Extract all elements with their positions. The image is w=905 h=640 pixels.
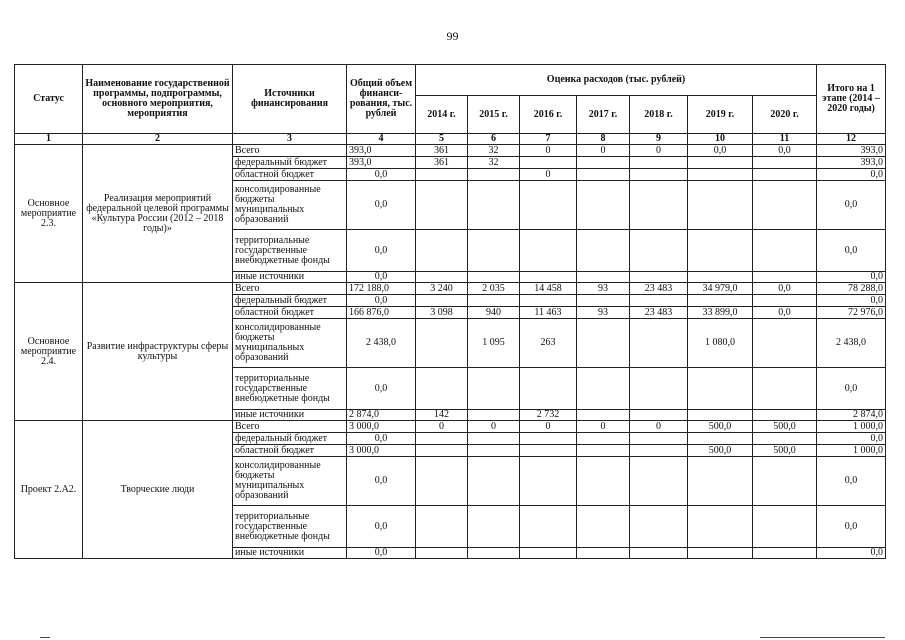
- year-value-cell: [753, 295, 817, 307]
- total-volume-cell: 166 876,0: [347, 307, 416, 319]
- year-value-cell: [468, 410, 520, 421]
- year-value-cell: [753, 157, 817, 169]
- header-name: Наименование государственной программы, подпрограммы, основного мероприятия, мероприятия: [83, 65, 233, 134]
- year-value-cell: [577, 548, 630, 559]
- year-value-cell: 0: [520, 145, 577, 157]
- column-number: 8: [577, 134, 630, 145]
- year-value-cell: 32: [468, 145, 520, 157]
- year-value-cell: [577, 295, 630, 307]
- column-number: 11: [753, 134, 817, 145]
- source-cell: федеральный бюджет: [233, 157, 347, 169]
- year-value-cell: [630, 433, 688, 445]
- year-value-cell: [688, 157, 753, 169]
- year-value-cell: [753, 272, 817, 283]
- year-value-cell: [520, 457, 577, 506]
- year-value-cell: [468, 181, 520, 230]
- year-value-cell: [630, 319, 688, 368]
- stage-total-cell: 0,0: [817, 548, 886, 559]
- year-value-cell: [688, 169, 753, 181]
- year-value-cell: [688, 272, 753, 283]
- year-value-cell: [688, 506, 753, 548]
- source-cell: территориальные государственные внебюджетные фонды: [233, 368, 347, 410]
- year-value-cell: [688, 181, 753, 230]
- year-value-cell: 14 458: [520, 283, 577, 295]
- year-value-cell: 0,0: [688, 145, 753, 157]
- year-value-cell: 0,0: [753, 145, 817, 157]
- year-value-cell: 1 095: [468, 319, 520, 368]
- year-value-cell: 263: [520, 319, 577, 368]
- year-value-cell: [630, 272, 688, 283]
- year-value-cell: [753, 181, 817, 230]
- year-value-cell: 0: [416, 421, 468, 433]
- header-year: 2017 г.: [577, 96, 630, 134]
- total-volume-cell: 0,0: [347, 506, 416, 548]
- year-value-cell: [520, 157, 577, 169]
- year-value-cell: [577, 230, 630, 272]
- year-value-cell: [416, 169, 468, 181]
- year-value-cell: [416, 457, 468, 506]
- source-cell: областной бюджет: [233, 445, 347, 457]
- year-value-cell: [468, 230, 520, 272]
- header-sources: Источники финансирования: [233, 65, 347, 134]
- year-value-cell: 3 240: [416, 283, 468, 295]
- stage-total-cell: 0,0: [817, 169, 886, 181]
- source-cell: консолидированные бюджеты муниципальных образований: [233, 181, 347, 230]
- year-value-cell: [468, 457, 520, 506]
- column-number: 5: [416, 134, 468, 145]
- year-value-cell: [416, 319, 468, 368]
- header-year: 2018 г.: [630, 96, 688, 134]
- total-volume-cell: 0,0: [347, 181, 416, 230]
- year-value-cell: [577, 457, 630, 506]
- year-value-cell: [520, 230, 577, 272]
- year-value-cell: [520, 548, 577, 559]
- year-value-cell: 142: [416, 410, 468, 421]
- year-value-cell: [416, 548, 468, 559]
- year-value-cell: 0: [577, 421, 630, 433]
- year-value-cell: 3 098: [416, 307, 468, 319]
- total-volume-cell: 0,0: [347, 548, 416, 559]
- source-cell: Всего: [233, 283, 347, 295]
- year-value-cell: [630, 410, 688, 421]
- table-row: [15, 145, 886, 157]
- measure-name-cell: Творческие люди: [83, 421, 233, 559]
- stage-total-cell: 1 000,0: [817, 421, 886, 433]
- year-value-cell: [753, 319, 817, 368]
- year-value-cell: [577, 272, 630, 283]
- year-value-cell: 500,0: [753, 421, 817, 433]
- year-value-cell: [416, 433, 468, 445]
- column-number-row: [15, 134, 886, 145]
- stage-total-cell: 0,0: [817, 230, 886, 272]
- year-value-cell: 500,0: [753, 445, 817, 457]
- year-value-cell: [520, 506, 577, 548]
- year-value-cell: [468, 295, 520, 307]
- total-volume-cell: 3 000,0: [347, 421, 416, 433]
- table-row: [15, 283, 886, 295]
- year-value-cell: [520, 445, 577, 457]
- year-value-cell: [753, 410, 817, 421]
- source-cell: федеральный бюджет: [233, 295, 347, 307]
- year-value-cell: [468, 169, 520, 181]
- column-number: 9: [630, 134, 688, 145]
- year-value-cell: [688, 410, 753, 421]
- page-edge-mark: [40, 637, 50, 638]
- year-value-cell: 0,0: [753, 283, 817, 295]
- year-value-cell: 23 483: [630, 283, 688, 295]
- stage-total-cell: 393,0: [817, 145, 886, 157]
- year-value-cell: [753, 433, 817, 445]
- year-value-cell: [630, 181, 688, 230]
- year-value-cell: [416, 181, 468, 230]
- year-value-cell: [520, 181, 577, 230]
- year-value-cell: [753, 457, 817, 506]
- year-value-cell: [688, 548, 753, 559]
- column-number: 4: [347, 134, 416, 145]
- year-value-cell: [577, 368, 630, 410]
- source-cell: территориальные государственные внебюджетные фонды: [233, 506, 347, 548]
- year-value-cell: 500,0: [688, 421, 753, 433]
- header-year: 2016 г.: [520, 96, 577, 134]
- year-value-cell: [468, 433, 520, 445]
- year-value-cell: [577, 445, 630, 457]
- year-value-cell: 34 979,0: [688, 283, 753, 295]
- year-value-cell: [630, 548, 688, 559]
- year-value-cell: [577, 157, 630, 169]
- year-value-cell: [577, 433, 630, 445]
- total-volume-cell: 0,0: [347, 368, 416, 410]
- year-value-cell: [468, 368, 520, 410]
- year-value-cell: [630, 506, 688, 548]
- stage-total-cell: 0,0: [817, 506, 886, 548]
- header-year: 2020 г.: [753, 96, 817, 134]
- year-value-cell: [753, 548, 817, 559]
- year-value-cell: [753, 368, 817, 410]
- source-cell: иные источники: [233, 272, 347, 283]
- year-value-cell: 0: [468, 421, 520, 433]
- stage-total-cell: 78 288,0: [817, 283, 886, 295]
- year-value-cell: [688, 230, 753, 272]
- year-value-cell: [468, 445, 520, 457]
- table-row: [15, 421, 886, 433]
- year-value-cell: [468, 506, 520, 548]
- stage-total-cell: 0,0: [817, 433, 886, 445]
- year-value-cell: [630, 157, 688, 169]
- year-value-cell: [753, 230, 817, 272]
- total-volume-cell: 393,0: [347, 157, 416, 169]
- page-edge-mark: [760, 637, 885, 638]
- column-number: 2: [83, 134, 233, 145]
- stage-total-cell: 0,0: [817, 368, 886, 410]
- year-value-cell: 0: [630, 145, 688, 157]
- source-cell: Всего: [233, 145, 347, 157]
- header-year: 2019 г.: [688, 96, 753, 134]
- budget-table: [14, 64, 886, 559]
- year-value-cell: [688, 457, 753, 506]
- stage-total-cell: 2 874,0: [817, 410, 886, 421]
- total-volume-cell: 172 188,0: [347, 283, 416, 295]
- year-value-cell: [753, 169, 817, 181]
- stage-total-cell: 393,0: [817, 157, 886, 169]
- measure-name-cell: Развитие инфраструктуры сферы культуры: [83, 283, 233, 421]
- source-cell: федеральный бюджет: [233, 433, 347, 445]
- year-value-cell: 23 483: [630, 307, 688, 319]
- status-cell: Основное мероприятие 2.4.: [15, 283, 83, 421]
- year-value-cell: 0: [520, 169, 577, 181]
- stage-total-cell: 1 000,0: [817, 445, 886, 457]
- year-value-cell: [630, 368, 688, 410]
- source-cell: консолидированные бюджеты муниципальных образований: [233, 457, 347, 506]
- year-value-cell: [520, 368, 577, 410]
- stage-total-cell: 0,0: [817, 272, 886, 283]
- year-value-cell: 1 080,0: [688, 319, 753, 368]
- year-value-cell: 940: [468, 307, 520, 319]
- total-volume-cell: 0,0: [347, 230, 416, 272]
- year-value-cell: [688, 295, 753, 307]
- source-cell: областной бюджет: [233, 307, 347, 319]
- year-value-cell: 11 463: [520, 307, 577, 319]
- source-cell: территориальные государственные внебюджетные фонды: [233, 230, 347, 272]
- year-value-cell: [577, 410, 630, 421]
- year-value-cell: 32: [468, 157, 520, 169]
- year-value-cell: 361: [416, 145, 468, 157]
- total-volume-cell: 0,0: [347, 272, 416, 283]
- column-number: 7: [520, 134, 577, 145]
- year-value-cell: 0,0: [753, 307, 817, 319]
- column-number: 3: [233, 134, 347, 145]
- source-cell: иные источники: [233, 410, 347, 421]
- page-number: 99: [446, 29, 459, 43]
- total-volume-cell: 2 438,0: [347, 319, 416, 368]
- year-value-cell: [416, 272, 468, 283]
- header-year: 2015 г.: [468, 96, 520, 134]
- header-stage-total: Итого на 1 этапе (2014 – 2020 годы): [817, 65, 886, 134]
- stage-total-cell: 2 438,0: [817, 319, 886, 368]
- year-value-cell: [416, 506, 468, 548]
- year-value-cell: 0: [630, 421, 688, 433]
- year-value-cell: [688, 368, 753, 410]
- source-cell: иные источники: [233, 548, 347, 559]
- year-value-cell: [577, 169, 630, 181]
- year-value-cell: [416, 445, 468, 457]
- total-volume-cell: 0,0: [347, 433, 416, 445]
- total-volume-cell: 393,0: [347, 145, 416, 157]
- source-cell: областной бюджет: [233, 169, 347, 181]
- stage-total-cell: 0,0: [817, 181, 886, 230]
- year-value-cell: [468, 272, 520, 283]
- year-value-cell: 33 899,0: [688, 307, 753, 319]
- year-value-cell: [630, 169, 688, 181]
- column-number: 10: [688, 134, 753, 145]
- year-value-cell: [630, 445, 688, 457]
- stage-total-cell: 72 976,0: [817, 307, 886, 319]
- year-value-cell: [520, 433, 577, 445]
- year-value-cell: [416, 230, 468, 272]
- total-volume-cell: 0,0: [347, 169, 416, 181]
- stage-total-cell: 0,0: [817, 457, 886, 506]
- column-number: 1: [15, 134, 83, 145]
- column-number: 6: [468, 134, 520, 145]
- total-volume-cell: 3 000,0: [347, 445, 416, 457]
- year-value-cell: [468, 548, 520, 559]
- header-status: Статус: [15, 65, 83, 134]
- year-value-cell: [630, 230, 688, 272]
- year-value-cell: [753, 506, 817, 548]
- source-cell: Всего: [233, 421, 347, 433]
- year-value-cell: 0: [577, 145, 630, 157]
- year-value-cell: 0: [520, 421, 577, 433]
- year-value-cell: 93: [577, 307, 630, 319]
- year-value-cell: [577, 506, 630, 548]
- year-value-cell: 2 035: [468, 283, 520, 295]
- header-year: 2014 г.: [416, 96, 468, 134]
- year-value-cell: [577, 181, 630, 230]
- year-value-cell: [688, 433, 753, 445]
- year-value-cell: [416, 295, 468, 307]
- year-value-cell: [520, 272, 577, 283]
- status-cell: Основное мероприятие 2.3.: [15, 145, 83, 283]
- total-volume-cell: 0,0: [347, 457, 416, 506]
- year-value-cell: 2 732: [520, 410, 577, 421]
- year-value-cell: 93: [577, 283, 630, 295]
- column-number: 12: [817, 134, 886, 145]
- source-cell: консолидированные бюджеты муниципальных образований: [233, 319, 347, 368]
- year-value-cell: [577, 319, 630, 368]
- year-value-cell: 500,0: [688, 445, 753, 457]
- stage-total-cell: 0,0: [817, 295, 886, 307]
- total-volume-cell: 2 874,0: [347, 410, 416, 421]
- measure-name-cell: Реализация мероприятий федеральной целевой программы «Культура России (2012 – 2018 годы)»: [83, 145, 233, 283]
- year-value-cell: [630, 295, 688, 307]
- header-row: [15, 65, 886, 96]
- header-estimate: Оценка расходов (тыс. рублей): [416, 65, 817, 96]
- header-total-volume: Общий объем финанси-рования, тыс. рублей: [347, 65, 416, 134]
- year-value-cell: [416, 368, 468, 410]
- total-volume-cell: 0,0: [347, 295, 416, 307]
- year-value-cell: 361: [416, 157, 468, 169]
- year-value-cell: [630, 457, 688, 506]
- status-cell: Проект 2.А2.: [15, 421, 83, 559]
- year-value-cell: [520, 295, 577, 307]
